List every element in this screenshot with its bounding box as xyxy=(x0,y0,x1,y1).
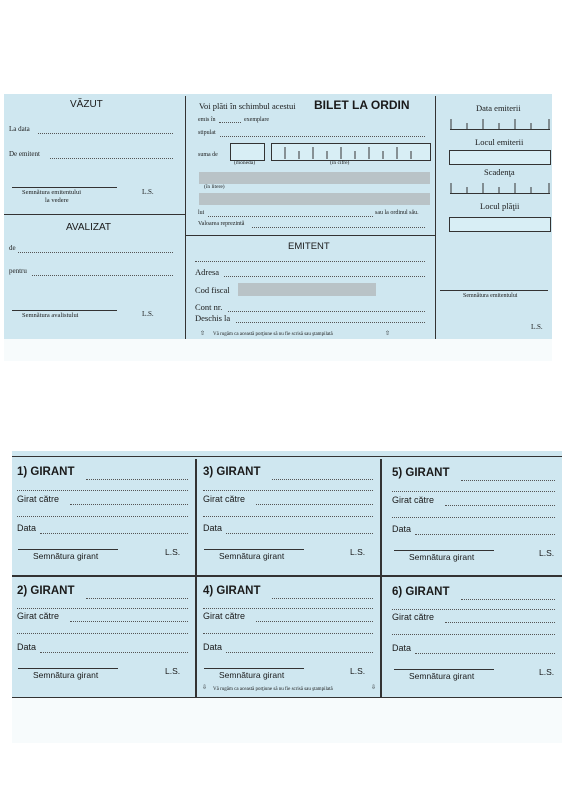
girant-ls: L.S. xyxy=(350,666,366,676)
right-signature-line[interactable] xyxy=(440,290,548,291)
lui-label: lui xyxy=(198,210,205,216)
data-emiterii-ticks xyxy=(450,117,550,130)
adresa-label: Adresa xyxy=(195,267,220,277)
bottom-arrow-right-icon: ⇩ xyxy=(371,685,377,691)
bottom-note: Vă rugăm ca această porţiune să nu fie scrisă sau ştampilată xyxy=(213,687,333,692)
bottom-divider-2 xyxy=(380,459,382,697)
top-note: Vă rugăm ca această porţiune să nu fie scrisă sau ştampilată xyxy=(213,332,333,337)
girant-title: 1) GIRANT xyxy=(17,466,75,478)
girant-signature-label: Semnătura girant xyxy=(33,670,99,680)
bottom-divider-1 xyxy=(195,459,197,697)
stipulat-field[interactable] xyxy=(220,136,425,137)
girat-catre-label: Girat către xyxy=(203,494,246,504)
avalizat-de-field[interactable] xyxy=(18,252,173,253)
locul-emiterii-field[interactable] xyxy=(449,150,551,165)
vazut-title: VĂZUT xyxy=(70,99,103,110)
suma-litere-field[interactable] xyxy=(199,172,430,184)
avalizat-pentru-field[interactable] xyxy=(32,275,173,276)
bottom-arrow-left-icon: ⇩ xyxy=(202,685,208,691)
girant-title: 3) GIRANT xyxy=(203,466,261,478)
girant-signature-line[interactable] xyxy=(18,549,118,550)
data-field[interactable] xyxy=(226,652,373,653)
la-data-field[interactable] xyxy=(38,133,173,134)
data-label: Data xyxy=(203,523,223,533)
avalizat-de-label: de xyxy=(9,244,16,252)
cont-nr-label: Cont nr. xyxy=(195,302,223,312)
girat-catre-field[interactable] xyxy=(445,622,555,623)
girant-signature-label: Semnătura girant xyxy=(219,551,285,561)
vazut-ls: L.S. xyxy=(142,188,154,196)
scadenta-ticks xyxy=(450,181,550,194)
center-intro: Voi plăti în schimbul acestui xyxy=(199,101,296,111)
la-data-label: La data xyxy=(9,125,30,133)
girant-signature-line[interactable] xyxy=(394,550,494,551)
top-arrow-left-icon: ⇧ xyxy=(200,331,206,337)
data-field[interactable] xyxy=(415,534,555,535)
bottom-divider-middle xyxy=(12,575,562,577)
emis-in-field[interactable] xyxy=(219,122,241,123)
girat-catre-field[interactable] xyxy=(256,621,373,622)
emitent-title: EMITENT xyxy=(288,241,330,252)
de-emitent-field[interactable] xyxy=(50,158,173,159)
girat-catre-field-2[interactable] xyxy=(392,517,555,518)
avalizat-signature-line[interactable] xyxy=(12,310,117,311)
locul-platii-field[interactable] xyxy=(449,217,551,232)
girat-catre-field[interactable] xyxy=(445,505,555,506)
girat-catre-label: Girat către xyxy=(392,495,435,505)
girant-ls: L.S. xyxy=(539,667,555,677)
girat-catre-field-2[interactable] xyxy=(17,633,188,634)
deschis-la-field[interactable] xyxy=(236,322,425,323)
deschis-la-label: Deschis la xyxy=(195,313,231,323)
emitent-name-field[interactable] xyxy=(195,261,425,262)
data-label: Data xyxy=(392,524,412,534)
girat-catre-label: Girat către xyxy=(17,494,60,504)
data-label: Data xyxy=(17,523,37,533)
top-form-bottom-strip xyxy=(4,339,552,361)
data-label: Data xyxy=(203,642,223,652)
girant-name-field-2[interactable] xyxy=(17,608,188,609)
avalizat-pentru-label: pentru xyxy=(9,267,27,275)
data-field[interactable] xyxy=(40,533,188,534)
girant-signature-label: Semnătura girant xyxy=(33,551,99,561)
sau-la-ordinul-label: sau la ordinul său. xyxy=(375,210,419,216)
girat-catre-field-2[interactable] xyxy=(203,516,373,517)
right-ls: L.S. xyxy=(531,323,543,331)
cod-fiscal-field[interactable] xyxy=(238,283,376,296)
cont-nr-field[interactable] xyxy=(228,311,425,312)
girant-name-field[interactable] xyxy=(461,599,555,600)
girant-title: 6) GIRANT xyxy=(392,586,450,598)
vazut-signature-label-2: la vedere xyxy=(45,197,69,204)
girant-name-field[interactable] xyxy=(461,480,555,481)
girant-name-field-2[interactable] xyxy=(203,608,373,609)
avalizat-title: AVALIZAT xyxy=(66,222,112,233)
locul-emiterii-label: Locul emiterii xyxy=(475,137,524,147)
girant-signature-label: Semnătura girant xyxy=(409,552,475,562)
de-emitent-label: De emitent xyxy=(9,150,40,158)
right-signature-label: Semnătura emitentului xyxy=(463,293,518,299)
avalizat-signature-label: Semnătura avalistului xyxy=(22,312,79,319)
girant-name-field-2[interactable] xyxy=(392,609,555,610)
bottom-bottom-border xyxy=(12,697,562,698)
suma-de-label: suma de xyxy=(198,152,218,158)
stipulat-label: stipulat xyxy=(198,130,216,136)
girat-catre-field-2[interactable] xyxy=(203,633,373,634)
divider-right xyxy=(435,96,436,339)
data-field[interactable] xyxy=(40,652,188,653)
divider-left-middle xyxy=(4,214,185,215)
cod-fiscal-label: Cod fiscal xyxy=(195,285,230,295)
girant-name-field[interactable] xyxy=(272,479,373,480)
lui-field[interactable] xyxy=(208,216,373,217)
girat-catre-field[interactable] xyxy=(70,621,188,622)
girant-signature-line[interactable] xyxy=(204,549,304,550)
divider-center-middle xyxy=(185,235,435,236)
suma-digit-ticks xyxy=(271,143,429,159)
exemplare-label: exemplare xyxy=(244,117,269,123)
divider-left xyxy=(185,96,186,339)
adresa-field[interactable] xyxy=(224,276,425,277)
data-field[interactable] xyxy=(415,653,555,654)
girat-catre-field[interactable] xyxy=(70,504,188,505)
girat-catre-label: Girat către xyxy=(392,612,435,622)
girat-catre-field-2[interactable] xyxy=(392,634,555,635)
bilet-la-ordin-title: BILET LA ORDIN xyxy=(314,98,410,112)
scadenta-label: Scadenţa xyxy=(484,167,515,177)
data-emiterii-label: Data emiterii xyxy=(476,103,521,113)
girant-ls: L.S. xyxy=(350,547,366,557)
data-label: Data xyxy=(392,643,412,653)
vazut-signature-label-1: Semnătura emitentului xyxy=(22,189,82,196)
locul-platii-label: Locul plăţii xyxy=(480,201,520,211)
girant-name-field-2[interactable] xyxy=(203,490,373,491)
avalizat-ls: L.S. xyxy=(142,310,154,318)
in-litere-label: (în litere) xyxy=(204,184,225,190)
girant-signature-label: Semnătura girant xyxy=(219,670,285,680)
girant-signature-line[interactable] xyxy=(394,669,494,670)
in-cifre-label: (în cifre) xyxy=(330,160,350,166)
girant-name-field[interactable] xyxy=(272,598,373,599)
emis-in-label: emis în xyxy=(198,117,216,123)
moneda-field[interactable] xyxy=(230,143,265,161)
girant-name-field[interactable] xyxy=(86,479,188,480)
girant-title: 4) GIRANT xyxy=(203,585,261,597)
moneda-label: (moneda) xyxy=(234,160,256,166)
girant-ls: L.S. xyxy=(539,548,555,558)
vazut-signature-line[interactable] xyxy=(12,187,117,188)
suma-litere-field-2[interactable] xyxy=(199,193,430,205)
girant-name-field-2[interactable] xyxy=(17,490,188,491)
girant-name-field-2[interactable] xyxy=(392,491,555,492)
valoarea-label: Valoarea reprezintă xyxy=(198,221,245,227)
girant-ls: L.S. xyxy=(165,666,181,676)
bottom-top-border xyxy=(12,456,562,457)
girant-ls: L.S. xyxy=(165,547,181,557)
girat-catre-field-2[interactable] xyxy=(17,516,188,517)
top-arrow-right-icon: ⇧ xyxy=(385,331,391,337)
girat-catre-label: Girat către xyxy=(17,611,60,621)
girant-name-field[interactable] xyxy=(86,598,188,599)
girant-title: 5) GIRANT xyxy=(392,467,450,479)
girant-signature-line[interactable] xyxy=(204,668,304,669)
data-field[interactable] xyxy=(226,533,373,534)
valoarea-field[interactable] xyxy=(252,227,425,228)
girat-catre-field[interactable] xyxy=(256,504,373,505)
girat-catre-label: Girat către xyxy=(203,611,246,621)
bottom-form-strip xyxy=(12,698,562,743)
girant-title: 2) GIRANT xyxy=(17,585,75,597)
girant-signature-label: Semnătura girant xyxy=(409,671,475,681)
data-label: Data xyxy=(17,642,37,652)
girant-signature-line[interactable] xyxy=(18,668,118,669)
